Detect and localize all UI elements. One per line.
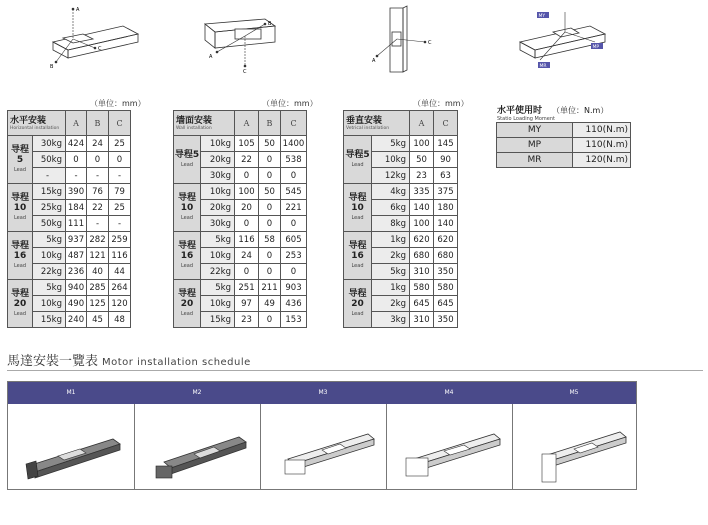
table-vertical: 垂直安装 Vetrical installation A C 导程5 Lead 5kg 100 145 10kg 50 90 12kg 23 63 导程10 Lead 4kg 335 375 6kg 140 180 8kg 100 140 导程16 Lead 1kg 620 620 2kg 680 680 5kg 310 350 导程20 Lead 1kg 580 580 2kg 645 645 3kg 310 350 (343, 110, 458, 328)
svg-text:C: C (243, 69, 247, 74)
diagram-vertical (355, 4, 475, 74)
actuator-image (386, 404, 512, 489)
lead-label: 导程10 Lead (8, 184, 33, 232)
lead-label: 导程20 Lead (344, 280, 372, 328)
table-moment: MY 110(N.m) MP 110(N.m) MR 120(N.m) (496, 122, 631, 168)
unit-label: （单位：mm） (262, 99, 318, 108)
diagram-horizontal (38, 4, 158, 74)
lead-label: 导程16 Lead (8, 232, 33, 280)
table-title: 垂直安装 Vetrical installation (344, 111, 410, 136)
lead-label: 导程16 Lead (344, 232, 372, 280)
motor-m3: M3 (260, 382, 387, 489)
table-horizontal: 水平安装 Horizontal installation A B C 导程5 Lead 30kg 424 24 25 50kg 0 0 0 - - - - 导程10 Lead 15kg 390 76 79 25kg 184 22 25 50kg 111 - - 导程16 Lead 5kg 937 282 259 10kg 487 121 116 22kg 236 40 44 导程20 Lead 5kg 940 285 264 10kg 490 125 120 15kg 240 45 48 (7, 110, 131, 328)
svg-text:MP: MP (592, 44, 600, 50)
actuator-image (8, 404, 134, 489)
svg-text:A: A (372, 58, 376, 64)
moment-title: 水平使用时 （单位：N.m） (497, 106, 609, 116)
svg-text:MY: MY (538, 13, 546, 19)
unit-label: （单位：mm） (413, 99, 469, 108)
table-title: 水平安装 Horizontal installation (8, 111, 66, 136)
moment-subtitle: Statio Loading Moment (497, 116, 555, 122)
actuator-image (134, 404, 260, 489)
lead-label: 导程10 Lead (174, 184, 201, 232)
table-wall: 墙面安装 Wall installation A B C 导程5 Lead 10kg 105 50 1400 20kg 22 0 538 30kg 0 0 0 导程10 Lead 10kg 100 50 545 20kg 20 0 221 30kg 0 0 0 导程16 Lead 5kg 116 58 605 10kg 24 0 253 22kg 0 0 0 导程20 Lead 5kg 251 211 903 10kg 97 49 436 15kg 23 0 153 (173, 110, 307, 328)
motor-m4: M4 (386, 382, 513, 489)
motor-schedule (7, 381, 637, 490)
lead-label: 导程20 Lead (8, 280, 33, 328)
lead-label: 导程16 Lead (174, 232, 201, 280)
schedule-title: 馬達安裝一覽表 Motor installation schedule (7, 354, 251, 369)
motor-m1: M1 (8, 382, 135, 489)
label-b: B (50, 64, 54, 70)
table-title: 墙面安装 Wall installation (174, 111, 235, 136)
motor-m2: M2 (134, 382, 261, 489)
divider (7, 370, 703, 371)
actuator-image (512, 404, 636, 489)
lead-label: 导程5 Lead (8, 136, 33, 184)
lead-label: 导程5 Lead (344, 136, 372, 184)
svg-text:A: A (209, 54, 213, 60)
svg-text:C: C (428, 40, 432, 46)
lead-label: 导程10 Lead (344, 184, 372, 232)
svg-text:MR: MR (539, 63, 547, 69)
svg-text:B: B (268, 21, 272, 27)
diagram-moment (505, 4, 625, 74)
lead-label: 导程20 Lead (174, 280, 201, 328)
label-c: C (98, 46, 102, 52)
lead-label: 导程5 Lead (174, 136, 201, 184)
diagram-wall (195, 4, 315, 74)
motor-m5: M5 (512, 382, 636, 489)
label-a: A (76, 7, 80, 13)
unit-label: （单位：mm） (90, 99, 146, 108)
actuator-image (260, 404, 386, 489)
